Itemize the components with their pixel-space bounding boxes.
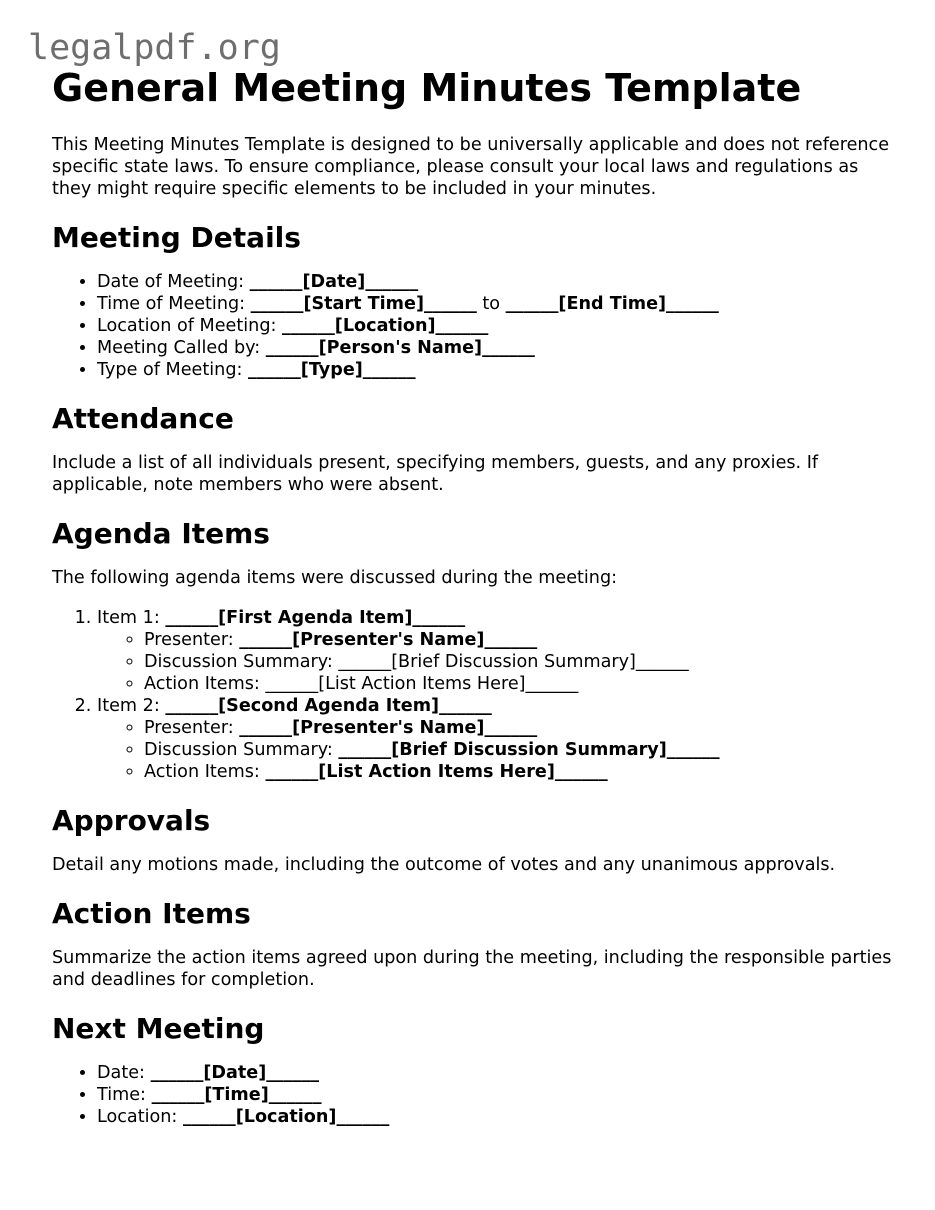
field-placeholder: ______[Date]______: [150, 1063, 320, 1083]
action-items-heading: Action Items: [52, 897, 251, 930]
field-label: Date:: [97, 1063, 151, 1083]
watermark-logo: legalpdf.org: [28, 28, 281, 68]
list-item: [97, 1084, 892, 1106]
agenda-list: [52, 607, 892, 783]
field-text: Action Items: ______[List Action Items Here]______: [144, 674, 579, 694]
field-label: Presenter:: [144, 630, 240, 650]
field-label: Location of Meeting:: [97, 316, 283, 336]
field-placeholder: ______[Type]______: [248, 360, 416, 380]
field-label: Item 1:: [97, 608, 166, 628]
document-title: General Meeting Minutes Template: [52, 66, 802, 110]
agenda-item: [97, 607, 892, 695]
field-placeholder: ______[End Time]______: [505, 294, 719, 314]
field-label: Meeting Called by:: [97, 338, 266, 358]
list-item: [97, 1062, 892, 1084]
field-label: Time of Meeting:: [97, 294, 251, 314]
list-item: [97, 271, 892, 293]
field-placeholder: ______[Second Agenda Item]______: [165, 696, 492, 716]
field-label: Item 2:: [97, 696, 166, 716]
list-item: [144, 717, 892, 739]
field-placeholder: ______[First Agenda Item]______: [165, 608, 466, 628]
list-item: [144, 629, 892, 651]
field-placeholder: ______[Location]______: [182, 1107, 390, 1127]
field-label: Date of Meeting:: [97, 272, 250, 292]
approvals-heading: Approvals: [52, 804, 211, 837]
field-label: Time:: [97, 1085, 152, 1105]
agenda-item: [97, 695, 892, 783]
field-placeholder: ______[Time]______: [151, 1085, 322, 1105]
approvals-paragraph: Detail any motions made, including the outcome of votes and any unanimous approvals.: [52, 855, 836, 875]
meeting-details-heading: Meeting Details: [52, 221, 301, 254]
agenda-heading: Agenda Items: [52, 517, 270, 550]
field-placeholder: ______[Location]______: [282, 316, 489, 336]
field-label: Presenter:: [144, 718, 240, 738]
agenda-intro: The following agenda items were discussed during the meeting:: [52, 568, 618, 588]
agenda-sublist: [97, 629, 892, 695]
attendance-heading: Attendance: [52, 402, 234, 435]
list-item: [144, 651, 892, 673]
field-label: Type of Meeting:: [97, 360, 249, 380]
list-item: [144, 673, 892, 695]
list-item: [97, 293, 892, 315]
next-meeting-list: [52, 1062, 892, 1128]
list-item: [144, 761, 892, 783]
field-separator: to: [476, 294, 506, 314]
field-label: Action Items:: [144, 762, 266, 782]
field-label: Discussion Summary:: [144, 740, 339, 760]
list-item: [97, 315, 892, 337]
list-item: [97, 337, 892, 359]
list-item: [97, 1106, 892, 1128]
field-placeholder: ______[Presenter's Name]______: [239, 718, 538, 738]
list-item: [144, 739, 892, 761]
field-label: Location:: [97, 1107, 183, 1127]
field-placeholder: ______[Presenter's Name]______: [239, 630, 538, 650]
field-text: Discussion Summary: ______[Brief Discussion Summary]______: [144, 652, 689, 672]
agenda-sublist: [97, 717, 892, 783]
list-item: [97, 359, 892, 381]
field-placeholder: ______[Person's Name]______: [265, 338, 535, 358]
field-placeholder: ______[List Action Items Here]______: [265, 762, 608, 782]
intro-paragraph: This Meeting Minutes Template is designed to be universally applicable and does not reference specific state laws. To ensure compliance, please consult your local laws and regulations as they might require specific elements to be included in your minutes.: [52, 135, 890, 199]
action-items-paragraph: Summarize the action items agreed upon during the meeting, including the responsible parties and deadlines for completion.: [52, 948, 892, 990]
attendance-paragraph: Include a list of all individuals present, specifying members, guests, and any proxies. If applicable, note members who were absent.: [52, 453, 819, 495]
field-placeholder: ______[Start Time]______: [250, 294, 477, 314]
meeting-details-list: [52, 271, 892, 381]
field-placeholder: ______[Date]______: [249, 272, 419, 292]
next-meeting-heading: Next Meeting: [52, 1012, 265, 1045]
field-placeholder: ______[Brief Discussion Summary]______: [338, 740, 720, 760]
document-page: [52, 64, 892, 1128]
